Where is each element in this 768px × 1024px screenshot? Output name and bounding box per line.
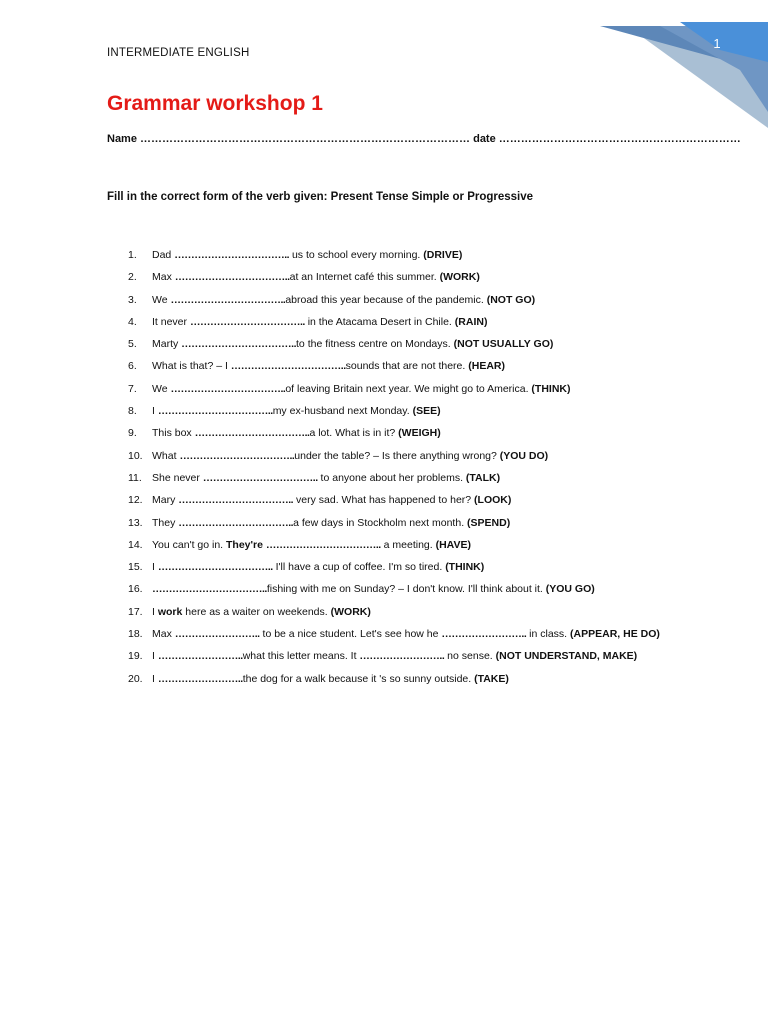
verb-hint: (THINK)	[445, 561, 485, 574]
item-text	[152, 601, 708, 623]
verb-hint: (YOU GO)	[545, 583, 595, 596]
answer-blank: ……………………………..	[230, 360, 346, 373]
exercise-item	[128, 645, 708, 667]
item-prefix-rest: here as a waiter on weekends.	[182, 605, 331, 618]
item-suffix: us to school every morning.	[289, 249, 424, 261]
exercise-item	[128, 534, 708, 556]
item-prefix: It never	[152, 315, 190, 328]
answer-blank: ……………………………..	[178, 516, 294, 529]
answer-blank: ……………………..	[157, 650, 243, 663]
answer-blank: ……………………………..	[157, 561, 273, 574]
item-number: 15.	[128, 561, 143, 574]
verb-hint: (NOT USUALLY GO)	[453, 338, 554, 351]
exercise-item	[128, 311, 708, 333]
exercise-item	[128, 355, 708, 377]
item-suffix: very sad. What has happened to her?	[293, 494, 475, 507]
exercise-item	[128, 244, 708, 266]
item-prefix: This box	[152, 427, 195, 440]
item-suffix: I'll have a cup of coffee. I'm so tired.	[272, 561, 446, 574]
item-text	[152, 289, 708, 311]
instruction: Fill in the correct form of the verb given: Present Tense Simple or Progressive	[107, 191, 534, 203]
verb-hint: (YOU DO)	[499, 449, 549, 462]
exercise-item	[128, 601, 708, 623]
verb-hint: (DRIVE)	[423, 249, 463, 261]
answer-blank: ……………………………..	[202, 471, 318, 484]
verb-hint: (WORK)	[330, 605, 371, 618]
item-suffix: sounds that are not there.	[345, 360, 469, 373]
item-number: 18.	[128, 628, 143, 641]
date-field: …………………………………………………………	[498, 133, 741, 145]
item-number: 8.	[128, 405, 137, 418]
exercise-item	[128, 378, 708, 400]
item-text	[152, 578, 708, 600]
item-text	[152, 400, 708, 422]
item-prefix: We	[152, 382, 171, 395]
item-suffix: a lot. What is in it?	[309, 427, 399, 440]
exercise-item	[128, 266, 708, 288]
verb-hint: (RAIN)	[454, 315, 488, 328]
verb-hint: (TALK)	[465, 471, 501, 484]
verb-hint: (WEIGH)	[398, 427, 441, 440]
item-text	[152, 445, 708, 467]
item-prefix: Mary	[152, 494, 179, 507]
name-label: Name	[107, 133, 137, 145]
answer-blank: ……………………………..	[181, 338, 297, 351]
item-text	[152, 333, 708, 355]
verb-hint: (NOT GO)	[486, 293, 536, 306]
item-suffix: under the table? – Is there anything wrong?	[294, 449, 500, 462]
verb-hint: (SEE)	[412, 405, 441, 418]
item-number: 20.	[128, 672, 143, 685]
item-number: 1.	[128, 249, 137, 261]
answer-blank: ……………………..	[157, 672, 243, 685]
item-suffix: of leaving Britain next year. We might go to America.	[285, 382, 532, 395]
item-suffix: what this letter means. It	[242, 650, 360, 663]
answer-blank-2: ……………………..	[441, 628, 527, 641]
item-prefix: Max	[152, 271, 175, 284]
item-suffix: a few days in Stockholm next month.	[293, 516, 468, 529]
page-number: 1	[713, 36, 721, 51]
item-text	[152, 645, 708, 667]
item-suffix: in the Atacama Desert in Chile.	[304, 315, 455, 328]
exercise-item	[128, 668, 708, 690]
item-suffix: to be a nice student. Let's see how he	[259, 628, 442, 641]
verb-hint: (HAVE)	[435, 538, 471, 551]
answer-blank: ……………………………..	[174, 249, 290, 261]
answer-blank-2: ……………………..	[359, 650, 445, 663]
verb-hint: (LOOK)	[474, 494, 512, 507]
verb-hint: (TAKE)	[474, 672, 509, 685]
verb-hint: (HEAR)	[468, 360, 505, 373]
item-prefix: I	[152, 605, 158, 618]
item-text	[152, 355, 708, 377]
item-prefix: Max	[152, 628, 175, 641]
item-prefix: I	[152, 672, 158, 685]
page-title: Grammar workshop 1	[107, 92, 323, 115]
item-number: 3.	[128, 293, 137, 306]
item-example-answer: They're	[226, 538, 263, 551]
item-text	[152, 489, 708, 511]
item-prefix: Marty	[152, 338, 182, 351]
item-example-answer: work	[157, 605, 183, 618]
item-suffix: my ex-husband next Monday.	[272, 405, 413, 418]
item-suffix: fishing with me on Sunday? – I don't know. I'll think about it.	[266, 583, 546, 596]
item-text	[152, 244, 708, 266]
item-text	[152, 266, 708, 288]
item-text	[152, 422, 708, 444]
answer-blank: ……………………..	[174, 628, 260, 641]
verb-hint: (THINK)	[531, 382, 571, 395]
item-number: 14.	[128, 538, 143, 551]
item-text	[152, 556, 708, 578]
item-number: 17.	[128, 605, 143, 618]
exercise-item	[128, 400, 708, 422]
item-suffix: to the fitness centre on Mondays.	[296, 338, 454, 351]
item-number: 19.	[128, 650, 143, 663]
item-text	[152, 467, 708, 489]
item-prefix: You can't go in.	[152, 538, 227, 551]
verb-hint: (APPEAR, HE DO)	[570, 628, 660, 641]
verb-hint: (SPEND)	[467, 516, 511, 529]
course-header: INTERMEDIATE ENGLISH	[107, 47, 250, 59]
item-text	[152, 311, 708, 333]
answer-blank: ……………………………..	[174, 271, 290, 284]
item-text	[152, 623, 708, 645]
answer-blank: ……………………………..	[194, 427, 310, 440]
item-number: 16.	[128, 583, 143, 596]
item-number: 13.	[128, 516, 143, 529]
exercise-item	[128, 489, 708, 511]
exercise-item	[128, 512, 708, 534]
item-number: 12.	[128, 494, 143, 507]
name-field: ………………………………………………………………………………	[140, 133, 471, 145]
item-suffix-2: in class.	[526, 628, 571, 641]
item-prefix: She never	[152, 471, 203, 484]
answer-blank: ……………………………..	[179, 449, 295, 462]
exercise-item	[128, 578, 708, 600]
answer-blank: ……………………………..	[265, 538, 381, 551]
item-text	[152, 668, 708, 690]
item-prefix: Dad	[152, 249, 175, 261]
exercise-item	[128, 445, 708, 467]
item-prefix: We	[152, 293, 171, 306]
item-prefix: What is that? – I	[152, 360, 231, 373]
item-prefix: I	[152, 650, 158, 663]
exercise-item	[128, 467, 708, 489]
date-label: date	[473, 133, 496, 145]
corner-decoration	[0, 0, 768, 140]
answer-blank: ……………………………..	[170, 293, 286, 306]
answer-blank: ……………………………..	[178, 494, 294, 507]
item-number: 9.	[128, 427, 137, 440]
answer-blank: ……………………………..	[189, 315, 305, 328]
item-text	[152, 512, 708, 534]
item-suffix-2: no sense.	[444, 650, 496, 663]
exercise-item	[128, 623, 708, 645]
item-number: 10.	[128, 449, 143, 462]
exercise-item	[128, 556, 708, 578]
item-prefix: They	[152, 516, 179, 529]
name-date-line	[107, 133, 741, 145]
item-suffix: abroad this year because of the pandemic.	[285, 293, 487, 306]
item-number: 6.	[128, 360, 137, 373]
answer-blank: ……………………………..	[157, 405, 273, 418]
item-suffix: to anyone about her problems.	[317, 471, 466, 484]
item-prefix: What	[152, 449, 180, 462]
answer-blank: ……………………………..	[170, 382, 286, 395]
item-number: 4.	[128, 315, 137, 328]
item-prefix: I	[152, 561, 158, 574]
item-text	[152, 534, 708, 556]
verb-hint: (NOT UNDERSTAND, MAKE)	[495, 650, 638, 663]
item-number: 11.	[128, 471, 142, 484]
item-number: 5.	[128, 338, 137, 351]
exercise-list	[128, 244, 708, 690]
verb-hint: (WORK)	[439, 271, 480, 284]
item-suffix: a meeting.	[380, 538, 436, 551]
item-text	[152, 378, 708, 400]
exercise-item	[128, 289, 708, 311]
item-prefix: I	[152, 405, 158, 418]
answer-blank: ……………………………..	[152, 583, 267, 596]
exercise-item	[128, 333, 708, 355]
item-suffix: at an Internet café this summer.	[289, 271, 440, 284]
exercise-item	[128, 422, 708, 444]
item-suffix: the dog for a walk because it 's so sunny outside.	[242, 672, 475, 685]
item-number: 2.	[128, 271, 137, 284]
item-number: 7.	[128, 382, 137, 395]
